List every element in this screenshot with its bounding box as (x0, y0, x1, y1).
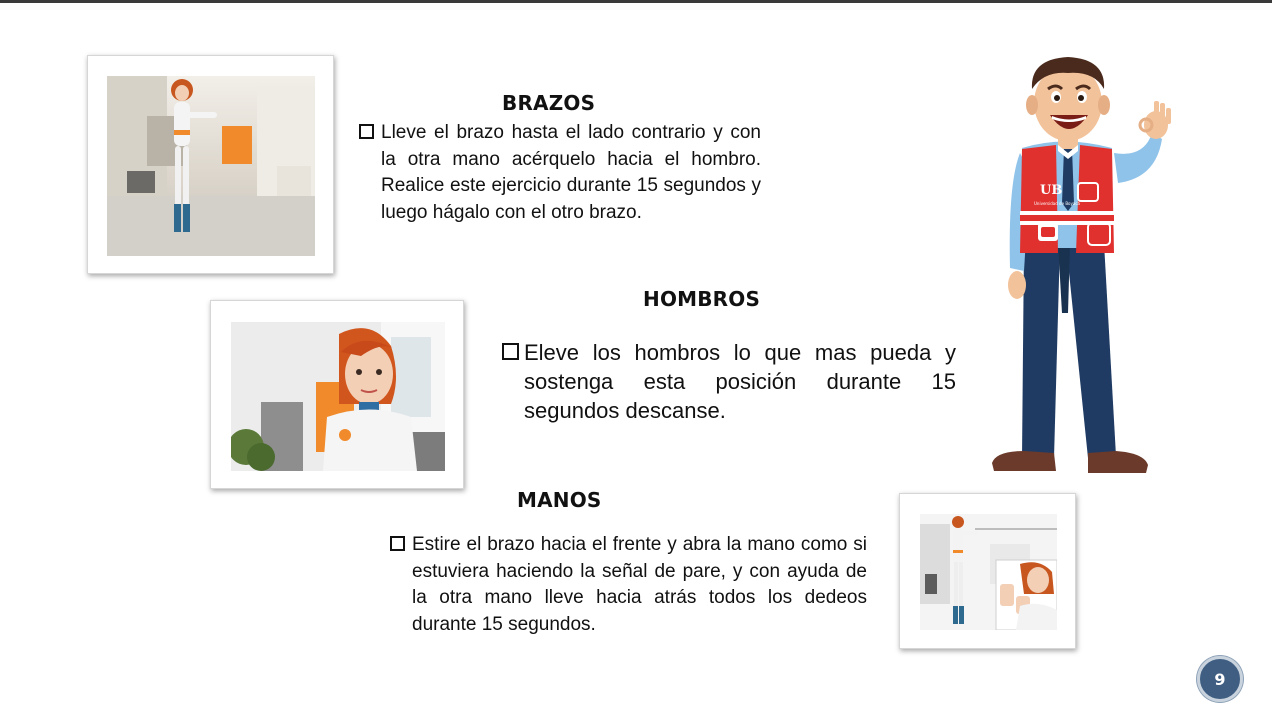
top-rule (0, 0, 1272, 3)
manos-illustration (920, 514, 1057, 630)
bullet-brazos: Lleve el brazo hasta el lado contrario y con la otra mano acérquelo hacia el hombro. Realice este ejercicio durante 15 segundos y luego hágalo con el otro brazo. (359, 120, 761, 226)
section-title-manos: MANOS (517, 488, 602, 512)
checkbox-bullet-icon (502, 343, 519, 360)
checkbox-bullet-icon (390, 536, 405, 551)
brazos-exercise-photo (87, 55, 334, 274)
section-title-hombros: HOMBROS (643, 287, 761, 311)
bullet-manos: Estire el brazo hacia el frente y abra la mano como si estuviera haciendo la señal de pare, y con ayuda de la otra mano lleve hacia atrás todos los dedeos durante 15 segundos. (390, 532, 867, 638)
vest-logo: UB (1040, 183, 1063, 198)
hombros-illustration (231, 322, 445, 471)
manos-exercise-photo (899, 493, 1076, 649)
mascot-illustration (984, 53, 1178, 478)
brazos-illustration (107, 76, 315, 256)
vest-caption: Universidad de Boyacá (1034, 201, 1080, 206)
page-number-badge: 9 (1197, 656, 1243, 702)
checkbox-bullet-icon (359, 124, 374, 139)
hombros-exercise-photo (210, 300, 464, 489)
bullet-hombros: Eleve los hombros lo que mas pueda y sostenga esta posición durante 15 segundos descanse. (502, 338, 956, 425)
section-title-brazos: BRAZOS (502, 91, 596, 115)
